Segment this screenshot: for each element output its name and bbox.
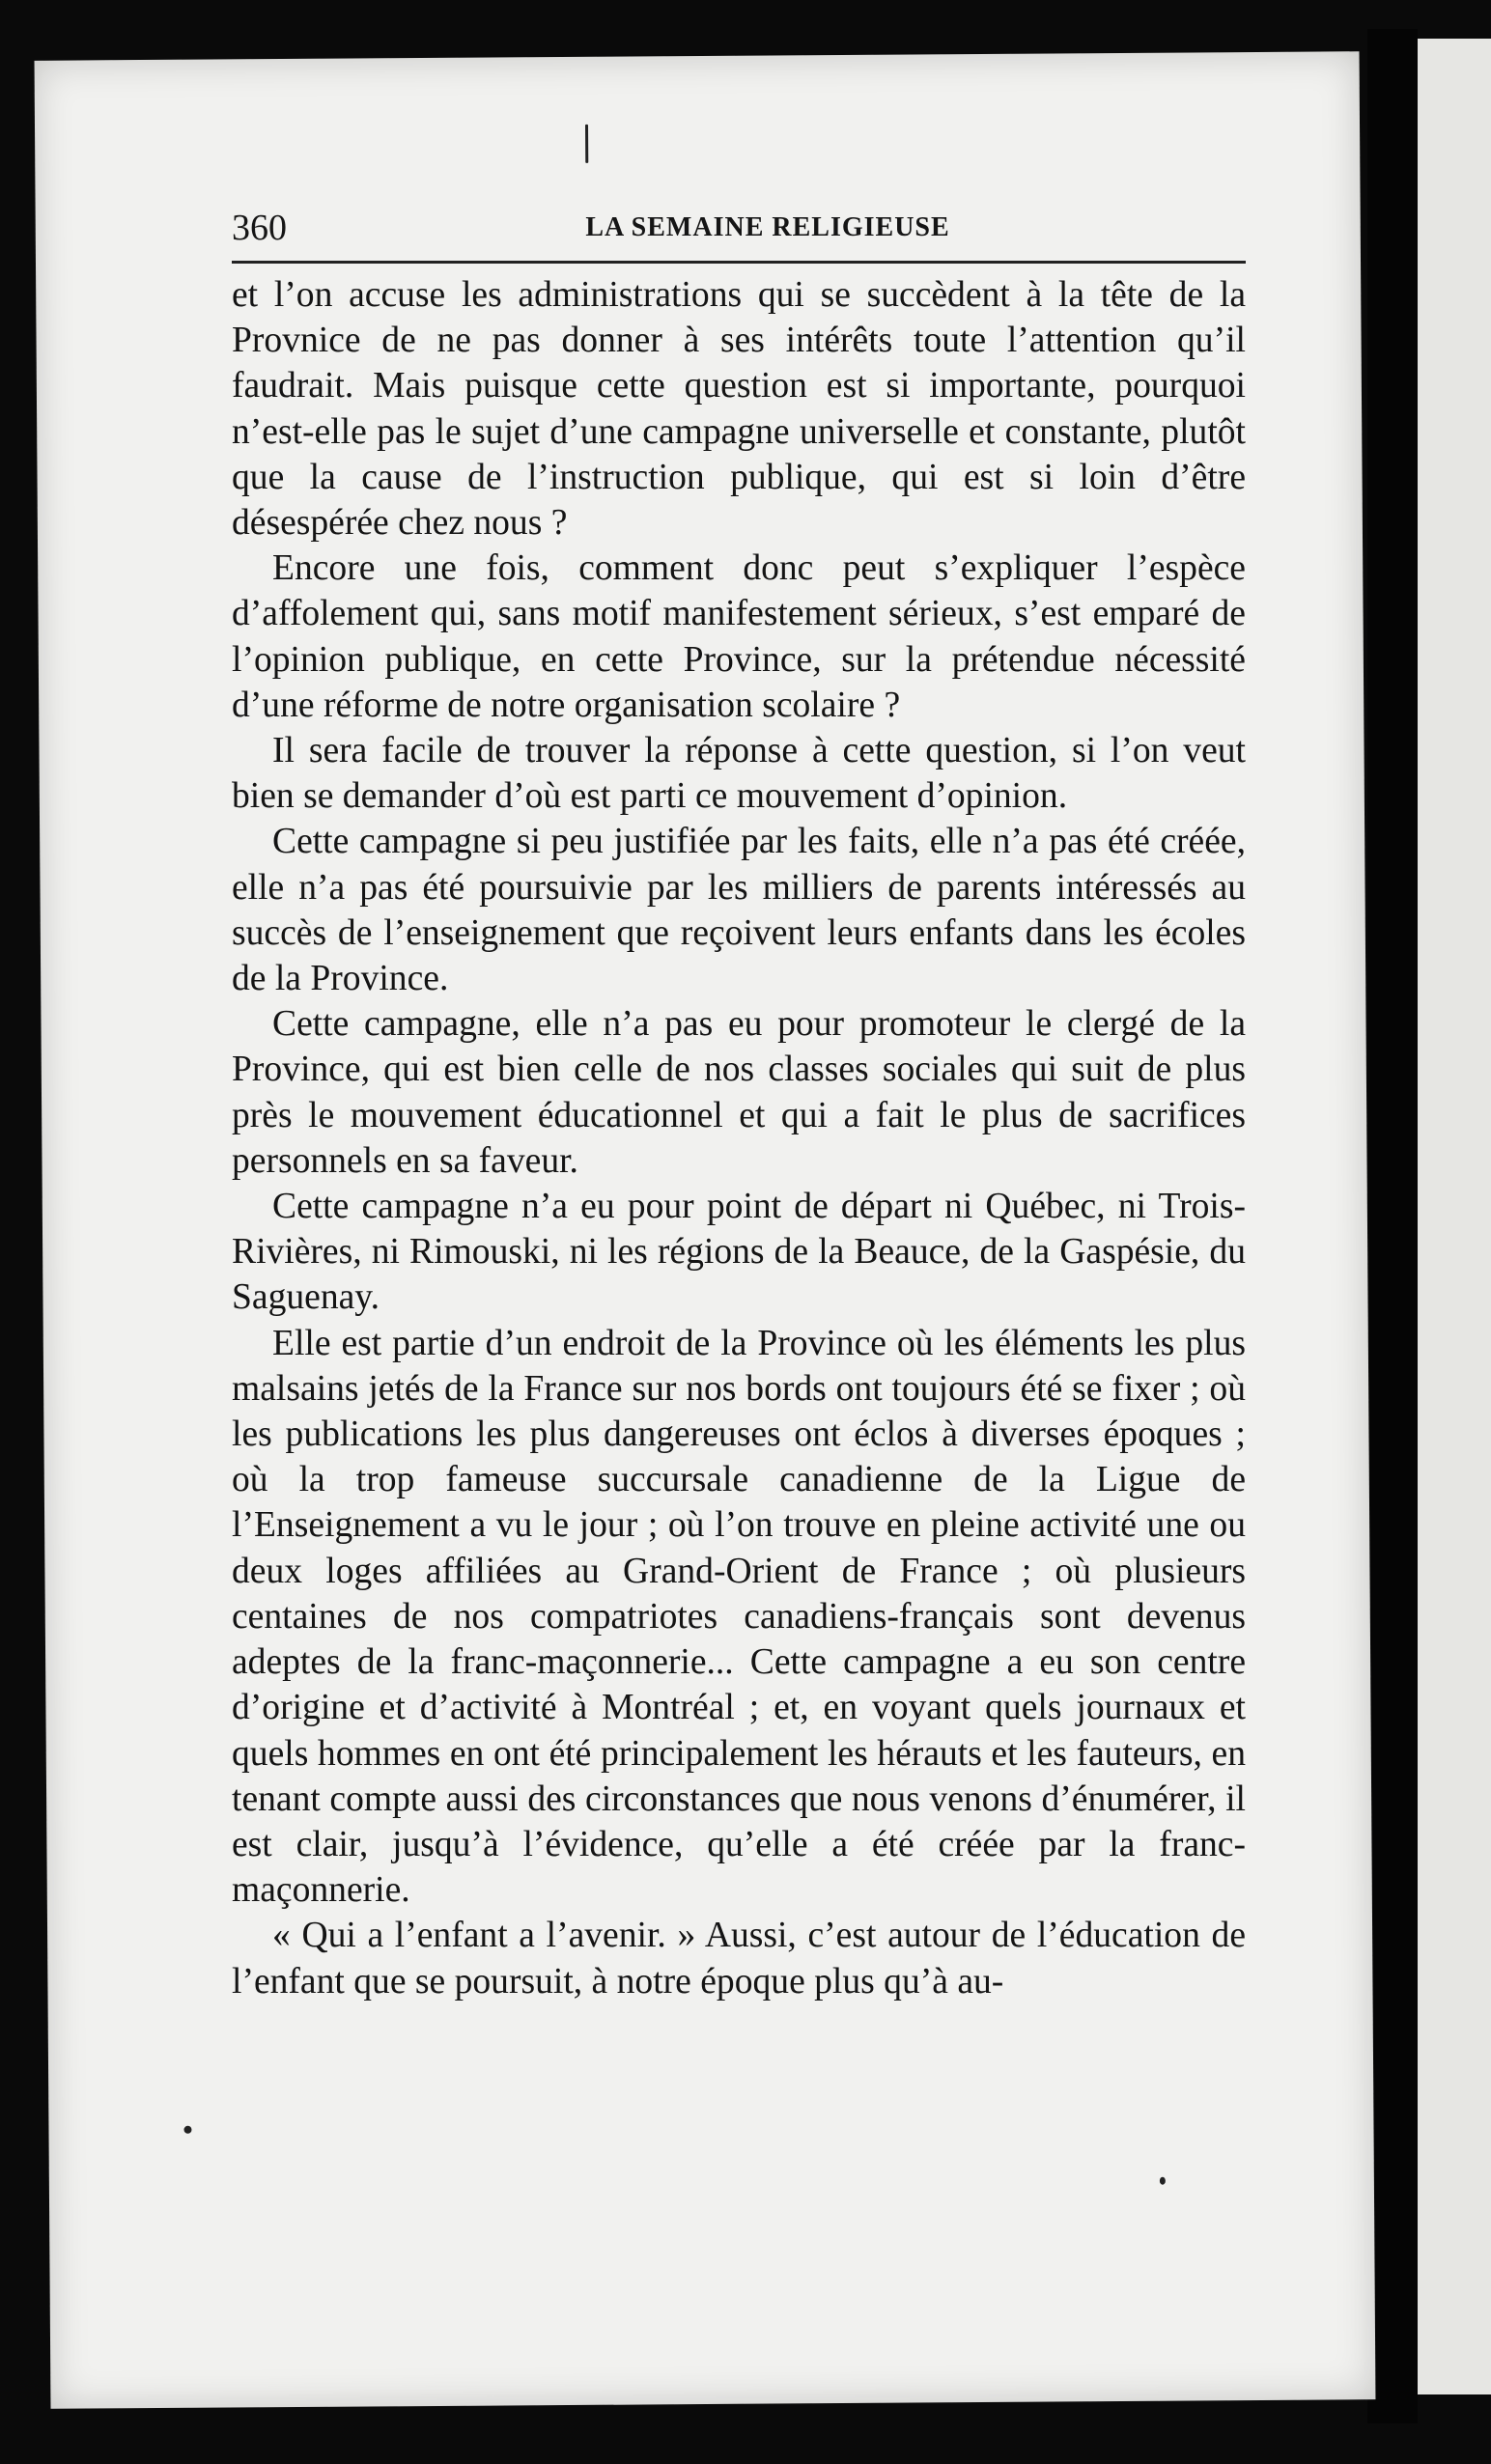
ink-speck bbox=[1160, 2177, 1166, 2185]
paragraph-4: Cette campagne si peu justifiée par les faits, elle n’a pas été créée, elle n’a pas été poursuivie par les milliers de parents intéressés au succès de l’enseignement que reçoivent leurs enfants dans les écoles de la Province. bbox=[232, 822, 1246, 999]
ink-speck bbox=[183, 2126, 191, 2134]
paragraph-8: « Qui a l’enfant a l’avenir. » Aussi, c’est autour de l’éducation de l’enfant que se poursuit, à notre époque plus qu’à au- bbox=[232, 1916, 1246, 2002]
paragraph-5: Cette campagne, elle n’a pas eu pour promoteur le clergé de la Province, qui est bien celle de nos classes sociales qui suit de plus près le mouvement éducationnel et qui a fait le plus de sacrifices personnels en sa faveur. bbox=[232, 1004, 1246, 1181]
book-gutter bbox=[1367, 29, 1418, 2423]
ink-speck bbox=[585, 125, 588, 163]
page-number: 360 bbox=[232, 208, 287, 248]
page-header bbox=[232, 203, 1246, 264]
paragraph-2: Encore une fois, comment donc peut s’expliquer l’espèce d’affolement qui, sans motif manifestement sérieux, s’est emparé de l’opinion publique, en cette Province, sur la prétendue nécessité d’une réforme de notre organisation scolaire ? bbox=[232, 548, 1246, 725]
adjacent-page-edge bbox=[1418, 39, 1491, 2394]
body-text bbox=[232, 272, 1246, 2004]
paragraph-3: Il sera facile de trouver la réponse à cette question, si l’on veut bien se demander d’où est parti ce mouvement d’opinion. bbox=[232, 731, 1246, 817]
paragraph-1: et l’on accuse les administrations qui se succèdent à la tête de la Provnice de ne pas donner à ses intérêts toute l’attention qu’il faudrait. Mais puisque cette question est si importante, pourquoi n’est-elle pas le sujet d’une campagne universelle et constante, plutôt que la cause de l’instruction publique, qui est si loin d’être désespérée chez nous ? bbox=[232, 275, 1246, 544]
paragraph-7: Elle est partie d’un endroit de la Province où les éléments les plus malsains jetés de la France sur nos bords ont toujours été se fixer ; où les publications les plus dangereuses ont éclos à diverses époques ; où la trop fameuse succursale canadienne de la Ligue de l’Enseignement a vu le jour ; où l’on trouve en pleine activité une ou deux loges affiliées au Grand-Orient de France ; où plusieurs centaines de nos compatriotes canadiens-français sont devenus adeptes de la franc-maçonnerie... Cette campagne a eu son centre d’origine et d’activité à Montréal ; et, en voyant quels journaux et quels hommes en ont été principalement les hérauts et les fauteurs, en tenant compte aussi des circonstances que nous venons d’énumérer, il est clair, jusqu’à l’évidence, qu’elle a été créée par la franc-maçonnerie. bbox=[232, 1323, 1246, 1911]
running-head: LA SEMAINE RELIGIEUSE bbox=[585, 212, 950, 242]
paragraph-6: Cette campagne n’a eu pour point de départ ni Québec, ni Trois-Rivières, ni Rimouski, ni les régions de la Beauce, de la Gaspésie, du Saguenay. bbox=[232, 1187, 1246, 1318]
